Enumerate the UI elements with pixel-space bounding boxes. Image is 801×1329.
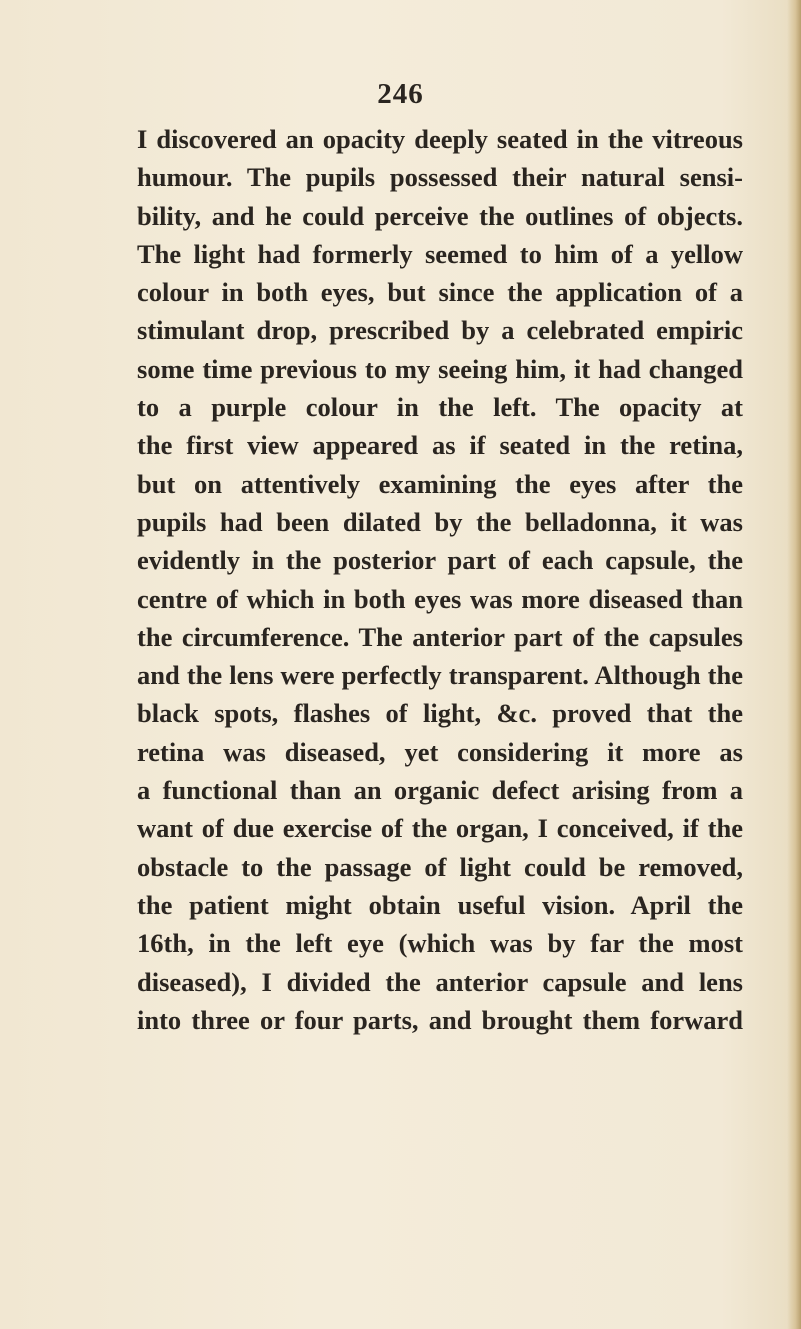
text-line: 16th, in the left eye (which was by far the most (137, 928, 743, 959)
text-line: bility, and he could perceive the outlines of objects. (137, 200, 743, 231)
text-line: evidently in the posterior part of each capsule, the (137, 545, 743, 576)
text-line: stimulant drop, prescribed by a celebrated empiric (137, 315, 743, 346)
text-line: the circumference. The anterior part of the capsules (137, 621, 743, 652)
text-line: to a purple colour in the left. The opacity at (137, 392, 743, 423)
text-line: retina was diseased, yet considering it more as (137, 736, 743, 767)
text-line: the first view appeared as if seated in the retina, (137, 430, 743, 461)
text-line: colour in both eyes, but since the application of a (137, 277, 743, 308)
page-edge (787, 0, 801, 1329)
text-line: a functional than an organic defect arising from a (137, 775, 743, 806)
text-line: diseased), I divided the anterior capsule and lens (137, 966, 743, 997)
text-line: want of due exercise of the organ, I conceived, if the (137, 813, 743, 844)
page-number: 246 (377, 78, 424, 110)
text-line: some time previous to my seeing him, it had changed (137, 353, 743, 384)
text-line: The light had formerly seemed to him of a yellow (137, 238, 743, 269)
text-line: centre of which in both eyes was more diseased than (137, 583, 743, 614)
text-line: humour. The pupils possessed their natural sensi- (137, 162, 743, 193)
text-line: into three or four parts, and brought them forward (137, 1004, 743, 1035)
text-line: obstacle to the passage of light could be removed, (137, 851, 743, 882)
text-line: the patient might obtain useful vision. April the (137, 889, 743, 920)
text-line: I discovered an opacity deeply seated in the vitreous (137, 124, 743, 154)
text-line: black spots, flashes of light, &c. proved that the (137, 698, 743, 729)
text-line: pupils had been dilated by the belladonna, it was (137, 506, 743, 537)
text-line: but on attentively examining the eyes after the (137, 468, 743, 499)
text-line: and the lens were perfectly transparent. Although the (137, 660, 743, 691)
body-text (137, 120, 743, 1039)
